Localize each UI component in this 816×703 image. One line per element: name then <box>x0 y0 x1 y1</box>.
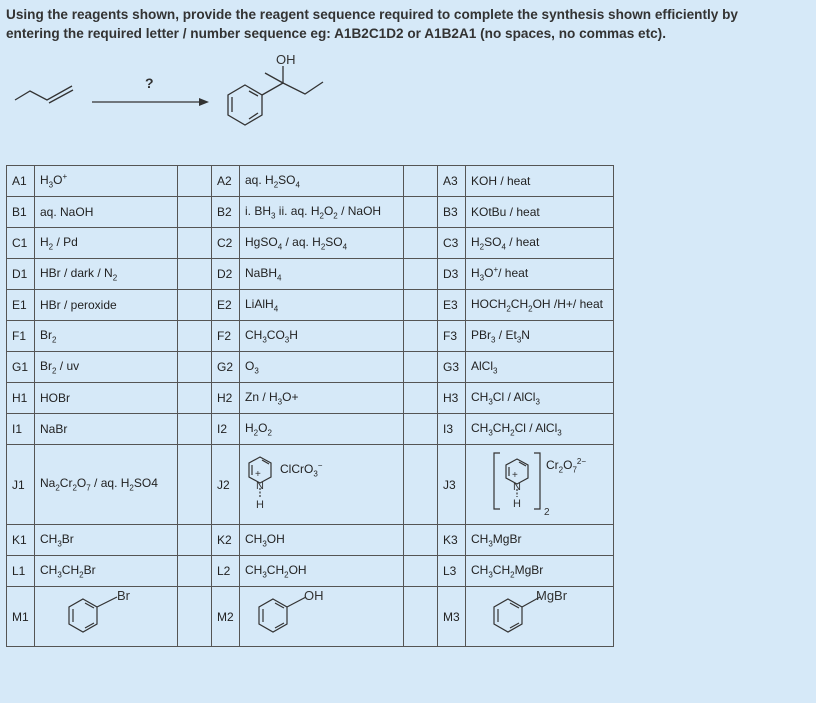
code-col1: G1 <box>7 352 35 383</box>
code-col3: A3 <box>438 166 466 197</box>
reagent-col3: $H_2SO_4$ / heat <box>466 228 614 259</box>
reagent-j3-pdc <box>466 445 614 525</box>
reagent-col2: $O_3$ <box>240 352 404 383</box>
table-row <box>7 352 614 383</box>
reagent-col3: $CH_3Cl$ / AlCl$_3$ <box>466 383 614 414</box>
reagent-col3: $CH_3CH_2Cl$ / AlCl$_3$ <box>466 414 614 445</box>
code-col1: F1 <box>7 321 35 352</box>
pyridinium-chlorochromate-structure <box>240 445 400 521</box>
pdc-anion: $Cr_2O_7^{2-}$ <box>546 457 587 475</box>
code-col3: L3 <box>438 556 466 587</box>
code-col2: A2 <box>212 166 240 197</box>
code-col3: C3 <box>438 228 466 259</box>
code-j1: J1 <box>7 445 35 525</box>
pdc-n-label: N <box>513 481 521 493</box>
code-col3: B3 <box>438 197 466 228</box>
reagent-col3: $H_3O^+/$ heat <box>466 259 614 290</box>
code-col3: G3 <box>438 352 466 383</box>
pyridinium-dichromate-structure <box>466 445 612 521</box>
reagent-col1: NaBr <box>35 414 178 445</box>
reagent-col3: $PBr_3 / Et_3N$ <box>466 321 614 352</box>
code-col2: K2 <box>212 525 240 556</box>
reagent-col1: HOBr <box>35 383 178 414</box>
reagent-col2: aq. $H_2SO_4$ <box>240 166 404 197</box>
table-row <box>7 414 614 445</box>
reaction-arrow <box>92 98 209 106</box>
reagent-col2: i. $BH_3$ ii. aq. $H_2O_2$ / NaOH <box>240 197 404 228</box>
table-row <box>7 321 614 352</box>
reagent-m3-phenylmagnesium-bromide <box>466 587 614 647</box>
reaction-scheme <box>0 50 816 160</box>
pcc-anion: ClCrO$_3$− <box>280 461 323 479</box>
reagent-col2: NaBH$_4$ <box>240 259 404 290</box>
reagent-col2: $CH_3CO_3H$ <box>240 321 404 352</box>
table-row <box>7 556 614 587</box>
table-row <box>7 290 614 321</box>
code-col3: K3 <box>438 525 466 556</box>
pdc-plus-label: + <box>512 470 518 481</box>
pdc-h-label: H <box>513 498 521 510</box>
reagent-col3: $HOCH_2CH_2OH$ /H+/ heat <box>466 290 614 321</box>
code-col1: L1 <box>7 556 35 587</box>
reagent-col3: $CH_3MgBr$ <box>466 525 614 556</box>
product <box>228 66 323 125</box>
m1-substituent: Br <box>117 588 130 603</box>
reagent-m1-bromobenzene <box>35 587 178 647</box>
pcc-h-label: H <box>256 499 264 511</box>
table-row <box>7 197 614 228</box>
code-col1: I1 <box>7 414 35 445</box>
table-row <box>7 166 614 197</box>
table-row <box>7 383 614 414</box>
reagent-col1: $CH_3CH_2Br$ <box>35 556 178 587</box>
reagent-col1: $Br_2$ <box>35 321 178 352</box>
code-col1: E1 <box>7 290 35 321</box>
table-row-j <box>7 445 614 525</box>
reagent-col1: $H_2$ / Pd <box>35 228 178 259</box>
question-line-1: Using the reagents shown, provide the reagent sequence required to complete the synthesis shown efficiently by <box>6 7 738 22</box>
starting-material <box>15 86 73 103</box>
reagent-col2: HgSO$_4$ / aq. $H_2SO_4$ <box>240 228 404 259</box>
reagent-table <box>6 165 614 647</box>
code-m2: M2 <box>212 587 240 647</box>
code-m3: M3 <box>438 587 466 647</box>
code-col2: I2 <box>212 414 240 445</box>
reagent-col1: HBr / peroxide <box>35 290 178 321</box>
reagent-col1: $CH_3Br$ <box>35 525 178 556</box>
table-row <box>7 259 614 290</box>
reagent-col3: KOH / heat <box>466 166 614 197</box>
code-col2: E2 <box>212 290 240 321</box>
reagent-col2: LiAlH$_4$ <box>240 290 404 321</box>
pdc-count: 2 <box>544 507 550 518</box>
reagent-col3: AlCl$_3$ <box>466 352 614 383</box>
table-row-m <box>7 587 614 647</box>
question-line-2: entering the required letter / number sequence eg: A1B2C1D2 or A1B2A1 (no spaces, no commas etc). <box>6 26 666 41</box>
code-col3: D3 <box>438 259 466 290</box>
reagent-col2: $CH_3CH_2OH$ <box>240 556 404 587</box>
code-col3: E3 <box>438 290 466 321</box>
code-col1: H1 <box>7 383 35 414</box>
code-col1: K1 <box>7 525 35 556</box>
table-row <box>7 228 614 259</box>
reagent-col2: $Zn / H_3O+$ <box>240 383 404 414</box>
reagent-col2: $CH_3OH$ <box>240 525 404 556</box>
reagent-j2-pcc <box>240 445 404 525</box>
code-j2: J2 <box>212 445 240 525</box>
code-j3: J3 <box>438 445 466 525</box>
pcc-plus-label: + <box>255 469 261 480</box>
code-col1: B1 <box>7 197 35 228</box>
table-row <box>7 525 614 556</box>
code-col2: B2 <box>212 197 240 228</box>
reagent-col1: $H_3O^+$ <box>35 166 178 197</box>
code-m1: M1 <box>7 587 35 647</box>
code-col2: H2 <box>212 383 240 414</box>
code-col2: G2 <box>212 352 240 383</box>
product-oh-label: OH <box>276 52 296 67</box>
code-col2: D2 <box>212 259 240 290</box>
code-col1: C1 <box>7 228 35 259</box>
reagent-col1: HBr / dark / $N_2$ <box>35 259 178 290</box>
pcc-n-label: N <box>256 480 264 492</box>
code-col3: F3 <box>438 321 466 352</box>
m3-substituent: MgBr <box>536 588 568 603</box>
reagent-col2: $H_2O_2$ <box>240 414 404 445</box>
reagent-col1: $Br_2$ / uv <box>35 352 178 383</box>
reagent-m2-phenol <box>240 587 404 647</box>
question-text <box>6 5 812 43</box>
code-col2: L2 <box>212 556 240 587</box>
code-col2: F2 <box>212 321 240 352</box>
m2-substituent: OH <box>304 588 324 603</box>
code-col3: H3 <box>438 383 466 414</box>
code-col3: I3 <box>438 414 466 445</box>
arrow-label: ? <box>145 75 154 91</box>
reagent-j1: $Na_2Cr_2O_7$ / aq. $H_2SO4$ <box>35 445 178 525</box>
code-col1: A1 <box>7 166 35 197</box>
code-col2: C2 <box>212 228 240 259</box>
code-col1: D1 <box>7 259 35 290</box>
reagent-col3: $CH_3CH_2MgBr$ <box>466 556 614 587</box>
reagent-col3: KOtBu / heat <box>466 197 614 228</box>
reagent-col1: aq. NaOH <box>35 197 178 228</box>
